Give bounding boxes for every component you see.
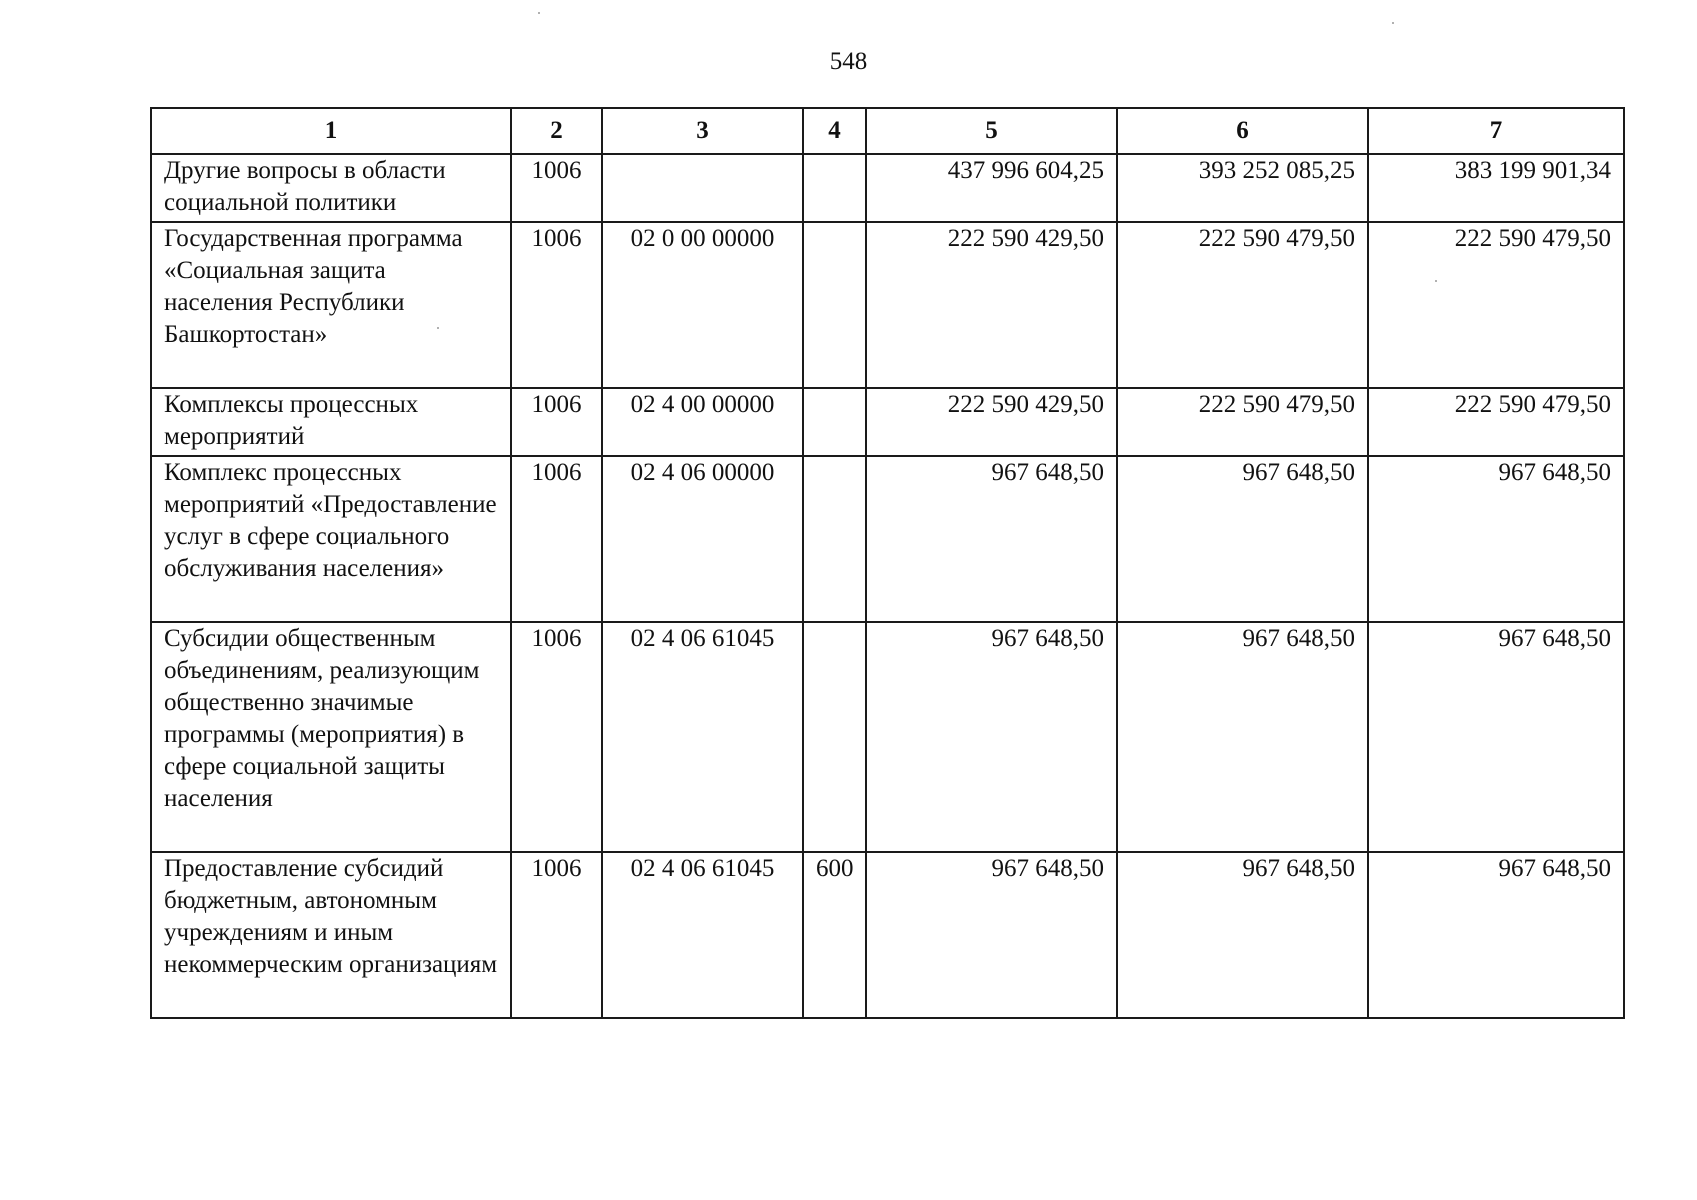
- target-code-cell: 02 0 00 00000: [602, 222, 803, 388]
- scan-speck: [1435, 280, 1437, 282]
- table-row: [151, 852, 1624, 1018]
- amount-col7-cell: 967 648,50: [1368, 852, 1624, 1018]
- amount-col5-cell: 967 648,50: [866, 456, 1117, 622]
- target-code-cell: 02 4 06 61045: [602, 852, 803, 1018]
- table-row: [151, 622, 1624, 852]
- target-code-cell: [602, 154, 803, 222]
- amount-col7-cell: 222 590 479,50: [1368, 222, 1624, 388]
- row-name-cell: Другие вопросы в области социальной политики: [151, 154, 511, 222]
- amount-col6-cell: 222 590 479,50: [1117, 388, 1368, 456]
- table-row: [151, 456, 1624, 622]
- table-row: [151, 222, 1624, 388]
- amount-col6-cell: 967 648,50: [1117, 852, 1368, 1018]
- column-header-6: 6: [1117, 108, 1368, 154]
- target-code-cell: 02 4 06 00000: [602, 456, 803, 622]
- page-number: 548: [829, 48, 868, 75]
- section-code-cell: 1006: [511, 852, 602, 1018]
- amount-col6-cell: 222 590 479,50: [1117, 222, 1368, 388]
- scan-speck: [1392, 22, 1394, 24]
- section-code-cell: 1006: [511, 388, 602, 456]
- amount-col6-cell: 967 648,50: [1117, 456, 1368, 622]
- section-code-cell: 1006: [511, 456, 602, 622]
- amount-col5-cell: 222 590 429,50: [866, 222, 1117, 388]
- section-code-cell: 1006: [511, 154, 602, 222]
- expense-kind-cell: [803, 622, 866, 852]
- column-header-3: 3: [602, 108, 803, 154]
- row-name-cell: Комплексы процессных мероприятий: [151, 388, 511, 456]
- column-header-2: 2: [511, 108, 602, 154]
- column-header-5: 5: [866, 108, 1117, 154]
- row-name-cell: Комплекс процессных мероприятий «Предоставление услуг в сфере социального обслуживания населения»: [151, 456, 511, 622]
- target-code-cell: 02 4 06 61045: [602, 622, 803, 852]
- amount-col5-cell: 437 996 604,25: [866, 154, 1117, 222]
- expense-kind-cell: [803, 154, 866, 222]
- amount-col7-cell: 222 590 479,50: [1368, 388, 1624, 456]
- section-code-cell: 1006: [511, 222, 602, 388]
- amount-col7-cell: 967 648,50: [1368, 456, 1624, 622]
- header-row: [151, 108, 1624, 154]
- amount-col7-cell: 383 199 901,34: [1368, 154, 1624, 222]
- amount-col6-cell: 393 252 085,25: [1117, 154, 1368, 222]
- table-row: [151, 388, 1624, 456]
- amount-col7-cell: 967 648,50: [1368, 622, 1624, 852]
- expense-kind-cell: 600: [803, 852, 866, 1018]
- table-row: [151, 154, 1624, 222]
- row-name-cell: Предоставление субсидий бюджетным, автономным учреждениям и иным некоммерческим организациям: [151, 852, 511, 1018]
- budget-table: [150, 107, 1625, 1019]
- column-header-4: 4: [803, 108, 866, 154]
- amount-col6-cell: 967 648,50: [1117, 622, 1368, 852]
- column-header-1: 1: [151, 108, 511, 154]
- expense-kind-cell: [803, 456, 866, 622]
- expense-kind-cell: [803, 388, 866, 456]
- expense-kind-cell: [803, 222, 866, 388]
- scan-speck: [437, 327, 439, 329]
- target-code-cell: 02 4 00 00000: [602, 388, 803, 456]
- section-code-cell: 1006: [511, 622, 602, 852]
- amount-col5-cell: 967 648,50: [866, 852, 1117, 1018]
- amount-col5-cell: 967 648,50: [866, 622, 1117, 852]
- scan-speck: [538, 12, 540, 14]
- row-name-cell: Государственная программа «Социальная защита населения Республики Башкортостан»: [151, 222, 511, 388]
- row-name-cell: Субсидии общественным объединениям, реализующим общественно значимые программы (мероприятия) в сфере социальной защиты населения: [151, 622, 511, 852]
- column-header-7: 7: [1368, 108, 1624, 154]
- amount-col5-cell: 222 590 429,50: [866, 388, 1117, 456]
